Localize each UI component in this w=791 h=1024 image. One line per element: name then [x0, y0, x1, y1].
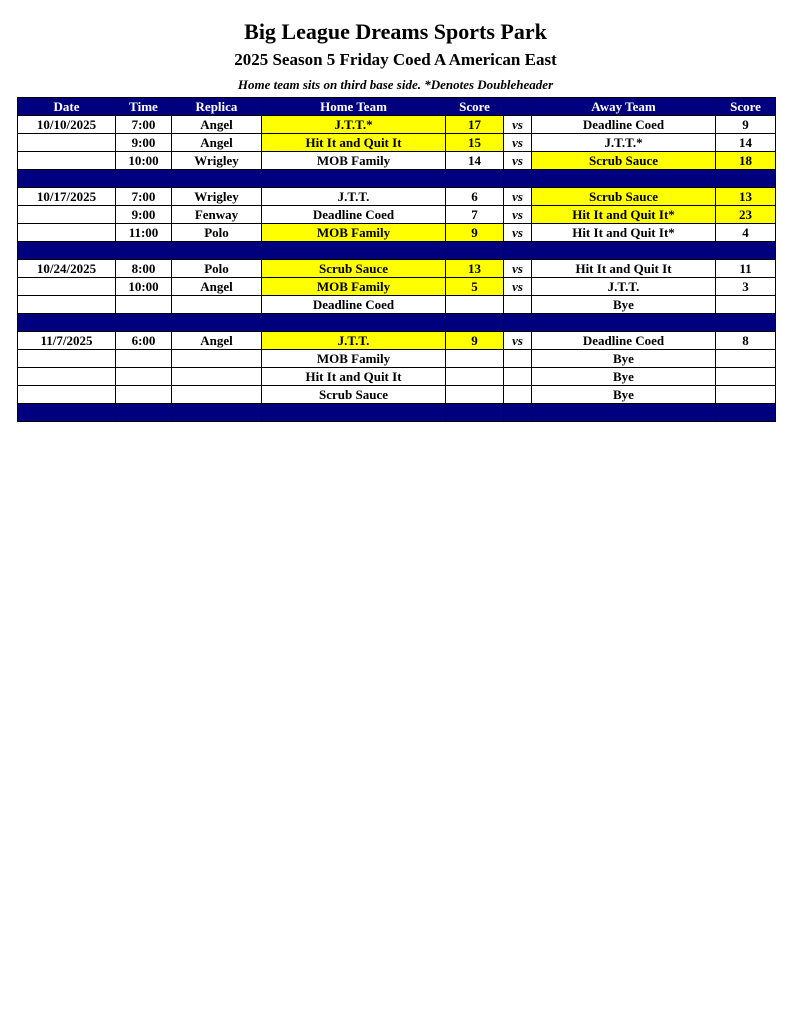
separator-cell [716, 242, 776, 260]
cell-vs: vs [504, 206, 532, 224]
cell-replica: Angel [172, 332, 262, 350]
cell-home-score: 5 [446, 278, 504, 296]
cell-home-team: MOB Family [262, 350, 446, 368]
cell-replica [172, 350, 262, 368]
column-header-away-team: Away Team [532, 98, 716, 116]
column-header-home-score: Score [446, 98, 504, 116]
separator-cell [446, 242, 504, 260]
cell-home-score: 9 [446, 224, 504, 242]
cell-date [18, 134, 116, 152]
cell-away-team: Bye [532, 368, 716, 386]
separator-cell [446, 404, 504, 422]
cell-vs [504, 386, 532, 404]
cell-date: 10/10/2025 [18, 116, 116, 134]
cell-away-score [716, 296, 776, 314]
separator-cell [116, 242, 172, 260]
cell-time: 8:00 [116, 260, 172, 278]
cell-replica: Wrigley [172, 152, 262, 170]
cell-home-score: 9 [446, 332, 504, 350]
cell-away-team: Hit It and Quit It* [532, 224, 716, 242]
table-row [18, 116, 776, 134]
cell-time [116, 386, 172, 404]
separator-row [18, 314, 776, 332]
cell-replica: Angel [172, 278, 262, 296]
schedule-table [17, 97, 776, 422]
table-row [18, 260, 776, 278]
table-row [18, 296, 776, 314]
cell-home-score [446, 296, 504, 314]
cell-away-score: 13 [716, 188, 776, 206]
cell-away-team: J.T.T.* [532, 134, 716, 152]
cell-away-score: 11 [716, 260, 776, 278]
separator-cell [262, 242, 446, 260]
cell-date: 11/7/2025 [18, 332, 116, 350]
cell-away-team: Bye [532, 386, 716, 404]
separator-cell [18, 170, 116, 188]
cell-replica: Polo [172, 224, 262, 242]
schedule-body [18, 116, 776, 422]
cell-away-score: 9 [716, 116, 776, 134]
cell-date [18, 278, 116, 296]
cell-date [18, 386, 116, 404]
cell-home-team: MOB Family [262, 152, 446, 170]
column-header-vs [504, 98, 532, 116]
cell-away-team: Hit It and Quit It [532, 260, 716, 278]
table-row [18, 386, 776, 404]
cell-date [18, 368, 116, 386]
separator-row [18, 404, 776, 422]
cell-vs: vs [504, 152, 532, 170]
separator-cell [504, 242, 532, 260]
table-row [18, 350, 776, 368]
separator-cell [716, 314, 776, 332]
separator-cell [716, 404, 776, 422]
cell-home-team: Deadline Coed [262, 206, 446, 224]
separator-cell [446, 314, 504, 332]
cell-time: 7:00 [116, 116, 172, 134]
separator-cell [716, 170, 776, 188]
cell-home-team: J.T.T.* [262, 116, 446, 134]
cell-time: 7:00 [116, 188, 172, 206]
table-row [18, 188, 776, 206]
separator-cell [18, 242, 116, 260]
separator-cell [116, 170, 172, 188]
separator-cell [504, 170, 532, 188]
cell-replica: Fenway [172, 206, 262, 224]
cell-vs: vs [504, 278, 532, 296]
column-header-replica: Replica [172, 98, 262, 116]
separator-cell [532, 404, 716, 422]
column-header-home-team: Home Team [262, 98, 446, 116]
cell-away-score [716, 350, 776, 368]
cell-away-team: Deadline Coed [532, 332, 716, 350]
cell-home-score: 6 [446, 188, 504, 206]
cell-time: 6:00 [116, 332, 172, 350]
separator-cell [262, 314, 446, 332]
cell-away-team: Scrub Sauce [532, 188, 716, 206]
cell-replica [172, 368, 262, 386]
separator-cell [504, 404, 532, 422]
cell-away-score [716, 368, 776, 386]
cell-vs [504, 296, 532, 314]
separator-cell [116, 314, 172, 332]
page-subtitle: 2025 Season 5 Friday Coed A American East [234, 50, 557, 69]
cell-home-team: Deadline Coed [262, 296, 446, 314]
separator-cell [172, 242, 262, 260]
column-header-away-score: Score [716, 98, 776, 116]
cell-home-team: Hit It and Quit It [262, 368, 446, 386]
separator-cell [172, 170, 262, 188]
cell-vs: vs [504, 134, 532, 152]
cell-away-score: 8 [716, 332, 776, 350]
separator-cell [262, 170, 446, 188]
column-header-date: Date [18, 98, 116, 116]
cell-time: 10:00 [116, 152, 172, 170]
cell-date [18, 206, 116, 224]
cell-date [18, 296, 116, 314]
cell-date [18, 224, 116, 242]
cell-home-team: Scrub Sauce [262, 386, 446, 404]
table-row [18, 332, 776, 350]
cell-date: 10/24/2025 [18, 260, 116, 278]
column-header-time: Time [116, 98, 172, 116]
cell-time: 9:00 [116, 134, 172, 152]
cell-home-score: 13 [446, 260, 504, 278]
cell-home-score [446, 386, 504, 404]
cell-away-score [716, 386, 776, 404]
header-row [18, 98, 776, 116]
cell-home-score: 17 [446, 116, 504, 134]
separator-cell [18, 404, 116, 422]
page-title: Big League Dreams Sports Park [244, 19, 547, 44]
cell-away-score: 14 [716, 134, 776, 152]
cell-home-score: 7 [446, 206, 504, 224]
separator-cell [532, 242, 716, 260]
cell-away-team: Hit It and Quit It* [532, 206, 716, 224]
cell-date [18, 152, 116, 170]
separator-cell [116, 404, 172, 422]
cell-time [116, 368, 172, 386]
cell-home-team: Scrub Sauce [262, 260, 446, 278]
cell-away-score: 3 [716, 278, 776, 296]
cell-home-team: J.T.T. [262, 188, 446, 206]
table-row [18, 368, 776, 386]
cell-away-team: Bye [532, 350, 716, 368]
cell-away-team: Bye [532, 296, 716, 314]
cell-replica: Polo [172, 260, 262, 278]
cell-home-team: J.T.T. [262, 332, 446, 350]
cell-date [18, 350, 116, 368]
table-row [18, 152, 776, 170]
cell-home-score [446, 350, 504, 368]
table-row [18, 278, 776, 296]
cell-time: 9:00 [116, 206, 172, 224]
cell-vs [504, 350, 532, 368]
cell-vs: vs [504, 332, 532, 350]
cell-vs: vs [504, 224, 532, 242]
cell-vs: vs [504, 116, 532, 134]
cell-replica: Angel [172, 134, 262, 152]
cell-vs: vs [504, 260, 532, 278]
cell-time [116, 296, 172, 314]
separator-cell [446, 170, 504, 188]
separator-cell [172, 314, 262, 332]
cell-away-team: Scrub Sauce [532, 152, 716, 170]
cell-home-score: 14 [446, 152, 504, 170]
separator-cell [262, 404, 446, 422]
cell-vs: vs [504, 188, 532, 206]
cell-replica [172, 386, 262, 404]
separator-cell [532, 314, 716, 332]
separator-row [18, 242, 776, 260]
cell-away-team: J.T.T. [532, 278, 716, 296]
cell-home-team: MOB Family [262, 278, 446, 296]
cell-away-score: 18 [716, 152, 776, 170]
separator-row [18, 170, 776, 188]
cell-time: 11:00 [116, 224, 172, 242]
cell-home-score: 15 [446, 134, 504, 152]
cell-away-team: Deadline Coed [532, 116, 716, 134]
table-row [18, 224, 776, 242]
table-row [18, 134, 776, 152]
cell-vs [504, 368, 532, 386]
cell-replica: Wrigley [172, 188, 262, 206]
cell-home-score [446, 368, 504, 386]
cell-time [116, 350, 172, 368]
separator-cell [18, 314, 116, 332]
schedule-note: Home team sits on third base side. *Denotes Doubleheader [237, 77, 554, 92]
separator-cell [172, 404, 262, 422]
separator-cell [504, 314, 532, 332]
cell-away-score: 23 [716, 206, 776, 224]
table-row [18, 206, 776, 224]
cell-away-score: 4 [716, 224, 776, 242]
cell-home-team: Hit It and Quit It [262, 134, 446, 152]
cell-home-team: MOB Family [262, 224, 446, 242]
separator-cell [532, 170, 716, 188]
cell-date: 10/17/2025 [18, 188, 116, 206]
cell-replica: Angel [172, 116, 262, 134]
cell-time: 10:00 [116, 278, 172, 296]
cell-replica [172, 296, 262, 314]
